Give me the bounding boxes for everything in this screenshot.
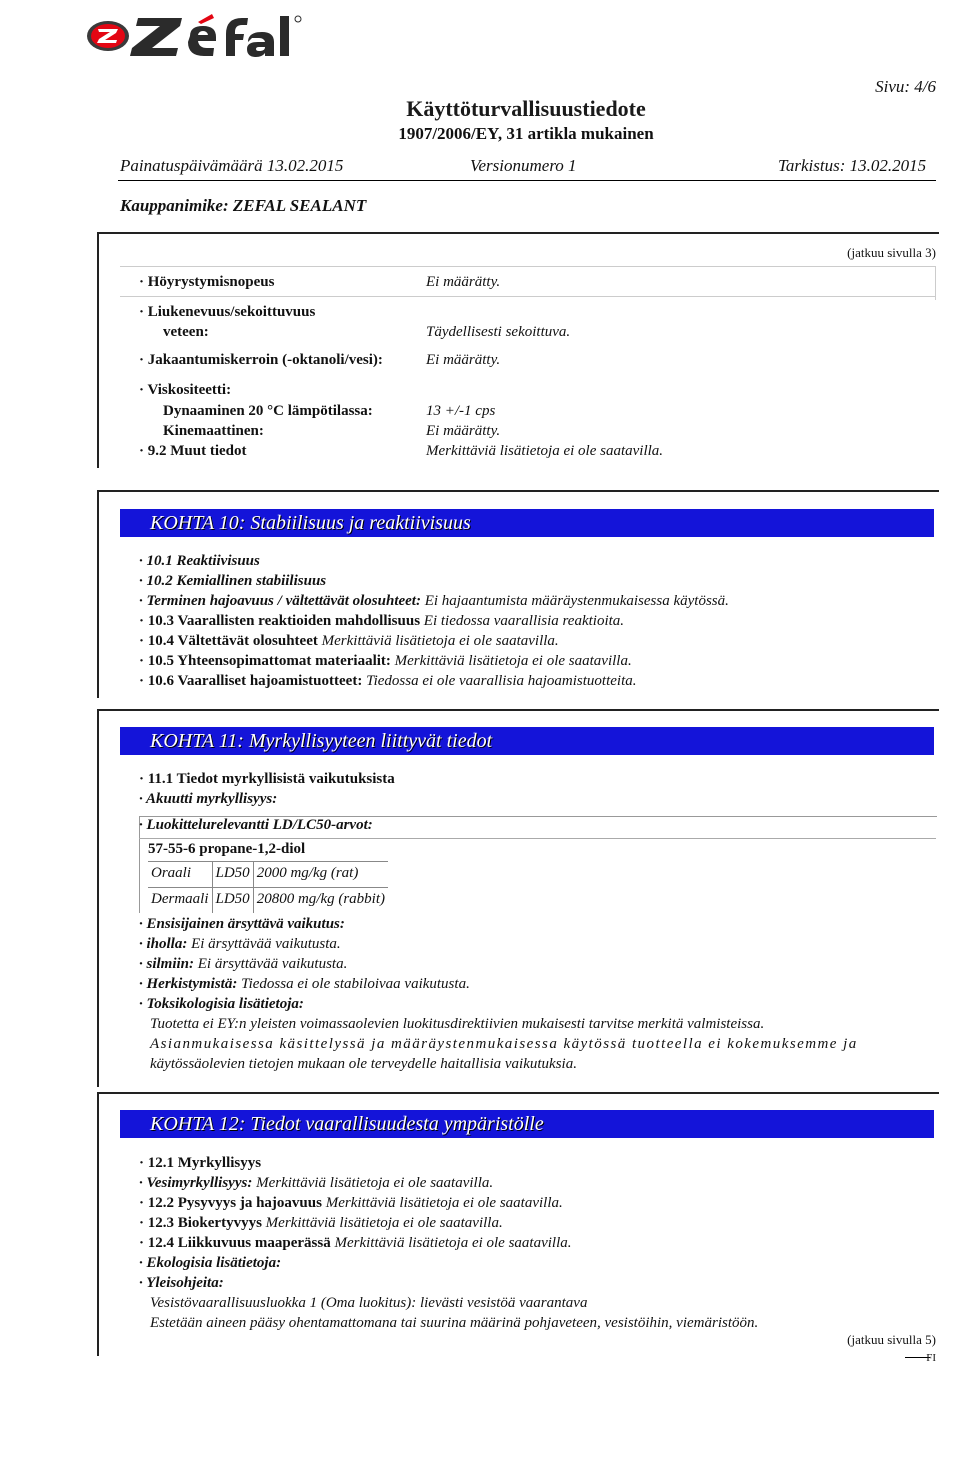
version-number: Versionumero 1 bbox=[470, 156, 577, 175]
zefal-logo bbox=[86, 12, 318, 58]
prop-label-4: · Viskositeetti: bbox=[139, 382, 232, 398]
prop-value-2: Täydellisesti sekoittuva. bbox=[426, 324, 571, 340]
table-row bbox=[148, 888, 388, 914]
s10-line-4: · 10.4 Vältettävät olosuhteet Merkittäviä lisätietoja ei ole saatavilla. bbox=[139, 633, 559, 649]
s11-paragraph-2b: käytössäolevien tietojen mukaan ole terveydelle haitallisia vaikutuksia. bbox=[150, 1056, 577, 1072]
s11-line-1: · iholla: Ei ärsyttävää vaikutusta. bbox=[139, 936, 341, 952]
s11-line-0: · Ensisijainen ärsyttävä vaikutus: bbox=[139, 916, 345, 932]
tox-substance: 57-55-6 propane-1,2-diol bbox=[148, 841, 306, 857]
prop-value-7: Merkittäviä lisätietoja ei ole saatavilla. bbox=[426, 443, 664, 459]
prop-value-6: Ei määrätty. bbox=[426, 423, 501, 439]
s12-line-5: · Ekologisia lisätietoja: bbox=[139, 1255, 282, 1271]
s11-line-3: · Herkistymistä: Tiedossa ei ole stabiloivaa vaikutusta. bbox=[139, 976, 470, 992]
prop-label-7: · 9.2 Muut tiedot bbox=[139, 443, 247, 459]
prop-label-0: · Höyrystymisnopeus bbox=[139, 274, 275, 290]
table-row bbox=[148, 862, 388, 888]
revision-date: Tarkistus: 13.02.2015 bbox=[778, 156, 927, 175]
section9-divider bbox=[120, 266, 935, 267]
tox-table bbox=[148, 861, 388, 913]
s11-paragraph-1: Tuotetta ei EY:n yleisten voimassaolevien luokitusdirektiivien mukaisesti tarvitse merkitä valmisteissa. bbox=[150, 1016, 765, 1032]
s10-line-1: · 10.2 Kemiallinen stabiilisuus bbox=[139, 573, 327, 589]
print-date: Painatuspäivämäärä 13.02.2015 bbox=[120, 156, 344, 175]
tox-value: 20800 mg/kg (rabbit) bbox=[253, 888, 388, 914]
s10-line-6: · 10.6 Vaaralliset hajoamistuotteet: Tiedossa ei ole vaarallisia hajoamistuotteita. bbox=[139, 673, 637, 689]
prop-value-5: 13 +/-1 cps bbox=[426, 403, 496, 419]
prop-value-3: Ei määrätty. bbox=[426, 352, 501, 368]
s11-line-2: · silmiin: Ei ärsyttävää vaikutusta. bbox=[139, 956, 348, 972]
prop-label-3: · Jakaantumiskerroin (-oktanoli/vesi): bbox=[139, 352, 383, 368]
s12-paragraph-2: Estetään aineen pääsy ohentamattomana tai suurina määrinä pohjaveteen, vesistöihin, viemäristöön. bbox=[150, 1315, 759, 1331]
section10-heading: KOHTA 10: Stabiilisuus ja reaktiivisuus bbox=[120, 509, 934, 537]
continued-to-note: (jatkuu sivulla 5) bbox=[847, 1332, 936, 1347]
s12-line-1: · Vesimyrkyllisyys: Merkittäviä lisätietoja ei ole saatavilla. bbox=[139, 1175, 494, 1191]
s11-line-4: · Toksikologisia lisätietoja: bbox=[139, 996, 304, 1012]
row-divider bbox=[120, 296, 935, 297]
s11-acute-heading: · Akuutti myrkyllisyys: bbox=[139, 791, 278, 807]
tox-type: LD50 bbox=[212, 888, 253, 914]
tox-route: Oraali bbox=[148, 862, 212, 888]
s12-line-2: · 12.2 Pysyvyys ja hajoavuus Merkittäviä lisätietoja ei ole saatavilla. bbox=[139, 1195, 563, 1211]
prop-label-6: Kinemaattinen: bbox=[163, 423, 264, 439]
s12-line-0: · 12.1 Myrkyllisyys bbox=[139, 1155, 262, 1171]
section9-divider-right bbox=[935, 266, 936, 300]
s11-paragraph-2a: Asianmukaisessa käsittelyssä ja määräystenmukaisessa käytössä tuotteella ei kokemuksemme ja bbox=[150, 1036, 858, 1052]
page-number: Sivu: 4/6 bbox=[875, 77, 936, 96]
s10-line-0: · 10.1 Reaktiivisuus bbox=[139, 553, 260, 569]
tox-value: 2000 mg/kg (rat) bbox=[253, 862, 388, 888]
s12-line-6: · Yleisohjeita: bbox=[139, 1275, 224, 1291]
s10-line-3: · 10.3 Vaarallisten reaktioiden mahdollisuus Ei tiedossa vaarallisia reaktioita. bbox=[139, 613, 625, 629]
header-divider bbox=[118, 180, 936, 181]
s10-line-2: · Terminen hajoavuus / vältettävät olosuhteet: Ei hajaantumista määräystenmukaisessa käytössä. bbox=[139, 593, 729, 609]
document-title: Käyttöturvallisuustiedote bbox=[406, 96, 646, 121]
s11-info-heading: · 11.1 Tiedot myrkyllisistä vaikutuksista bbox=[139, 771, 395, 787]
s12-line-4: · 12.4 Liikkuvuus maaperässä Merkittäviä lisätietoja ei ole saatavilla. bbox=[139, 1235, 572, 1251]
prop-value-0: Ei määrätty. bbox=[426, 274, 501, 290]
s10-line-5: · 10.5 Yhteensopimattomat materiaalit: Merkittäviä lisätietoja ei ole saatavilla. bbox=[139, 653, 632, 669]
language-code: FI bbox=[926, 1352, 936, 1364]
prop-label-1: · Liukenevuus/sekoittuvuus bbox=[139, 304, 316, 320]
section11-heading: KOHTA 11: Myrkyllisyyteen liittyvät tiedot bbox=[120, 727, 934, 755]
tox-route: Dermaali bbox=[148, 888, 212, 914]
document-subtitle: 1907/2006/EY, 31 artikla mukainen bbox=[398, 124, 654, 143]
prop-label-5: Dynaaminen 20 °C lämpötilassa: bbox=[163, 403, 373, 419]
trade-name: Kauppanimike: ZEFAL SEALANT bbox=[120, 196, 367, 215]
s12-paragraph-1: Vesistövaarallisuusluokka 1 (Oma luokitus): lievästi vesistöä vaarantava bbox=[150, 1295, 588, 1311]
tox-type: LD50 bbox=[212, 862, 253, 888]
section12-heading: KOHTA 12: Tiedot vaarallisuudesta ympäristölle bbox=[120, 1110, 934, 1138]
continued-from-note: (jatkuu sivulla 3) bbox=[847, 245, 936, 260]
prop-label-2: veteen: bbox=[163, 324, 209, 340]
s12-line-3: · 12.3 Biokertyvyys Merkittäviä lisätietoja ei ole saatavilla. bbox=[139, 1215, 503, 1231]
tox-table-title: · Luokittelurelevantti LD/LC50-arvot: bbox=[139, 817, 373, 833]
